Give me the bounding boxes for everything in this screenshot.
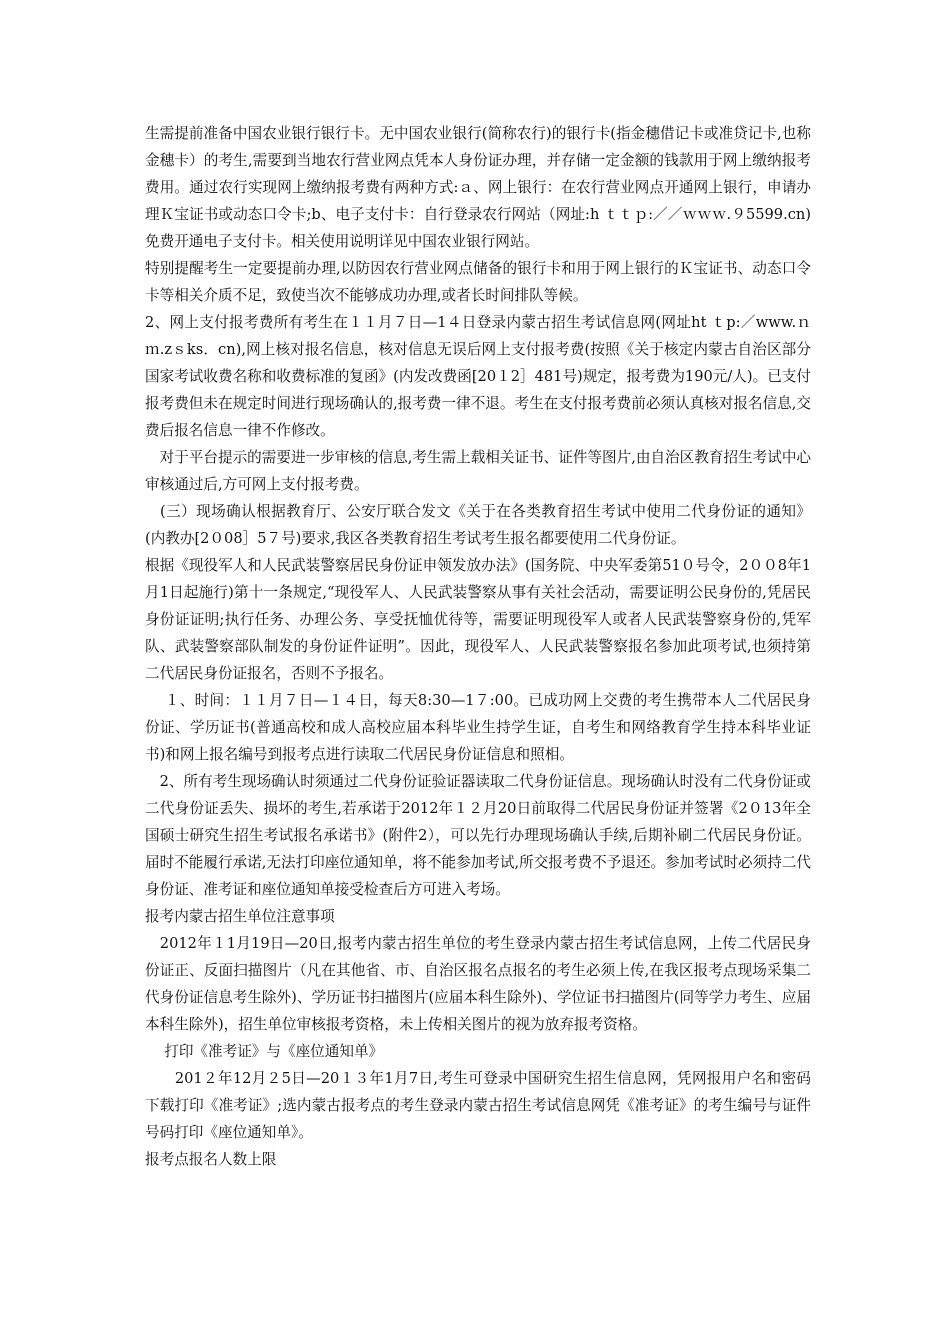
- paragraph-print-dates: 201２年12月２5日—20１３年1月7日,考生可登录中国研究生招生信息网，凭网报用户名和密码下载打印《准考证》;选内蒙古报考点的考生登录内蒙古招生考试信息网凭《准考证》的考生编号与证件号码打印《座位通知单》。: [145, 1070, 811, 1141]
- paragraph-online-payment: 2、网上支付报考费所有考生在１１月７日—1４日登录内蒙古招生考试信息网(网址ht ｔp:／www.ｎｍ.zｓks．cn),网上核对报名信息，核对信息无误后网上支付报考费(按照《关于核定内蒙古自治区部分国家考试收费名称和收费标准的复函》(内发改费函[20１2］481号)规定，报考费为190元/人)。已支付报考费但未在规定时间进行现场确认的,报考费一律不退。考生在支付报考费前必须认真核对报名信息,交费后报名信息一律不作修改。: [145, 314, 812, 439]
- paragraph-id-verification: 2、所有考生现场确认时须通过二代身份证验证器读取二代身份证信息。现场确认时没有二代身份证或二代身份证丢失、损坏的考生,若承诺于2012年１２月20日前取得二代居民身份证并签署《2０13年全国硕士研究生招生考试报名承诺书》(附件2），可以先行办理现场确认手续,后期补刷二代居民身份证。届时不能履行承诺,无法打印座位通知单，将不能参加考试,所交报考费不予退还。参加考试时必须持二代身份证、准考证和座位通知单接受检查后方可进入考场。: [145, 773, 812, 898]
- heading-print-admission: 打印《准考证》与《座位通知单》: [145, 1043, 384, 1060]
- heading-inner-mongolia-notes: 报考内蒙古招生单位注意事项: [145, 908, 335, 925]
- paragraph-review-info: 对于平台提示的需要进一步审核的信息,考生需上载相关证书、证件等图片,由自治区教育招生考试中心审核通过后,方可网上支付报考费。: [145, 449, 812, 493]
- paragraph-bank-card: 生需提前准备中国农业银行银行卡。无中国农业银行(简称农行)的银行卡(指金穗借记卡或准贷记卡,也称金穗卡）的考生,需要到当地农行营业网点凭本人身份证办理，并存储一定金额的钱款用于网上缴纳报考费用。通过农行实现网上缴纳报考费有两种方式:ａ、网上银行：在农行营业网点开通网上银行，申请办理Ｋ宝证书或动态口令卡;b、电子支付卡：自行登录农行网站（网址:h ｔｔｐ:／／ｗｗｗ.９5599.cn)免费开通电子支付卡。相关使用说明详见中国农业银行网站。: [145, 125, 811, 250]
- paragraph-time: １、时间：１１月７日—１４日，每天8:30—1７:00。已成功网上交费的考生携带本人二代居民身份证、学历证书(普通高校和成人高校应届本科毕业生持学生证，自考生和网络教育学生持本科毕业证书)和网上报名编号到报考点进行读取二代居民身份证信息和照相。: [145, 692, 811, 763]
- paragraph-onsite-confirmation: (三）现场确认根据教育厅、公安厅联合发文《关于在各类教育招生考试中使用二代身份证的通知》(内教办[2０08］5７号)要求,我区各类教育招生考试考生报名都要使用二代身份证。: [145, 503, 811, 547]
- heading-registration-limit: 报考点报名人数上限: [145, 1151, 277, 1168]
- paragraph-upload-scans: 2012年１1月19日—20日,报考内蒙古招生单位的考生登录内蒙古招生考试信息网，上传二代居民身份证正、反面扫描图片（凡在其他省、市、自治区报名点报名的考生必须上传,在我区报考点现场采集二代身份证信息考生除外)、学历证书扫描图片(应届本科生除外)、学位证书扫描图片(同等学力考生、应届本科生除外)，招生单位审核报考资格，未上传相关图片的视为放弃报考资格。: [145, 935, 811, 1033]
- paragraph-military-id: 根据《现役军人和人民武装警察居民身份证申领发放办法》(国务院、中央军委第51０号令，2００8年1月1日起施行)第十一条规定,“现役军人、人民武装警察从事有关社会活动，需要证明公民身份的,凭居民身份证证明;执行任务、办理公务、享受抚恤优待等，需要证明现役军人或者人民武装警察身份的,凭军队、武装警察部队制发的身份证件证明”。因此，现役军人、人民武装警察报名参加此项考试,也须持第二代居民身份证报名，否则不予报名。: [145, 557, 811, 682]
- document-body: [145, 120, 811, 1173]
- paragraph-reminder: 特别提醒考生一定要提前办理,以防因农行营业网点储备的银行卡和用于网上银行的Ｋ宝证书、动态口令卡等相关介质不足，致使当次不能够成功办理,或者长时间排队等候。: [145, 260, 811, 304]
